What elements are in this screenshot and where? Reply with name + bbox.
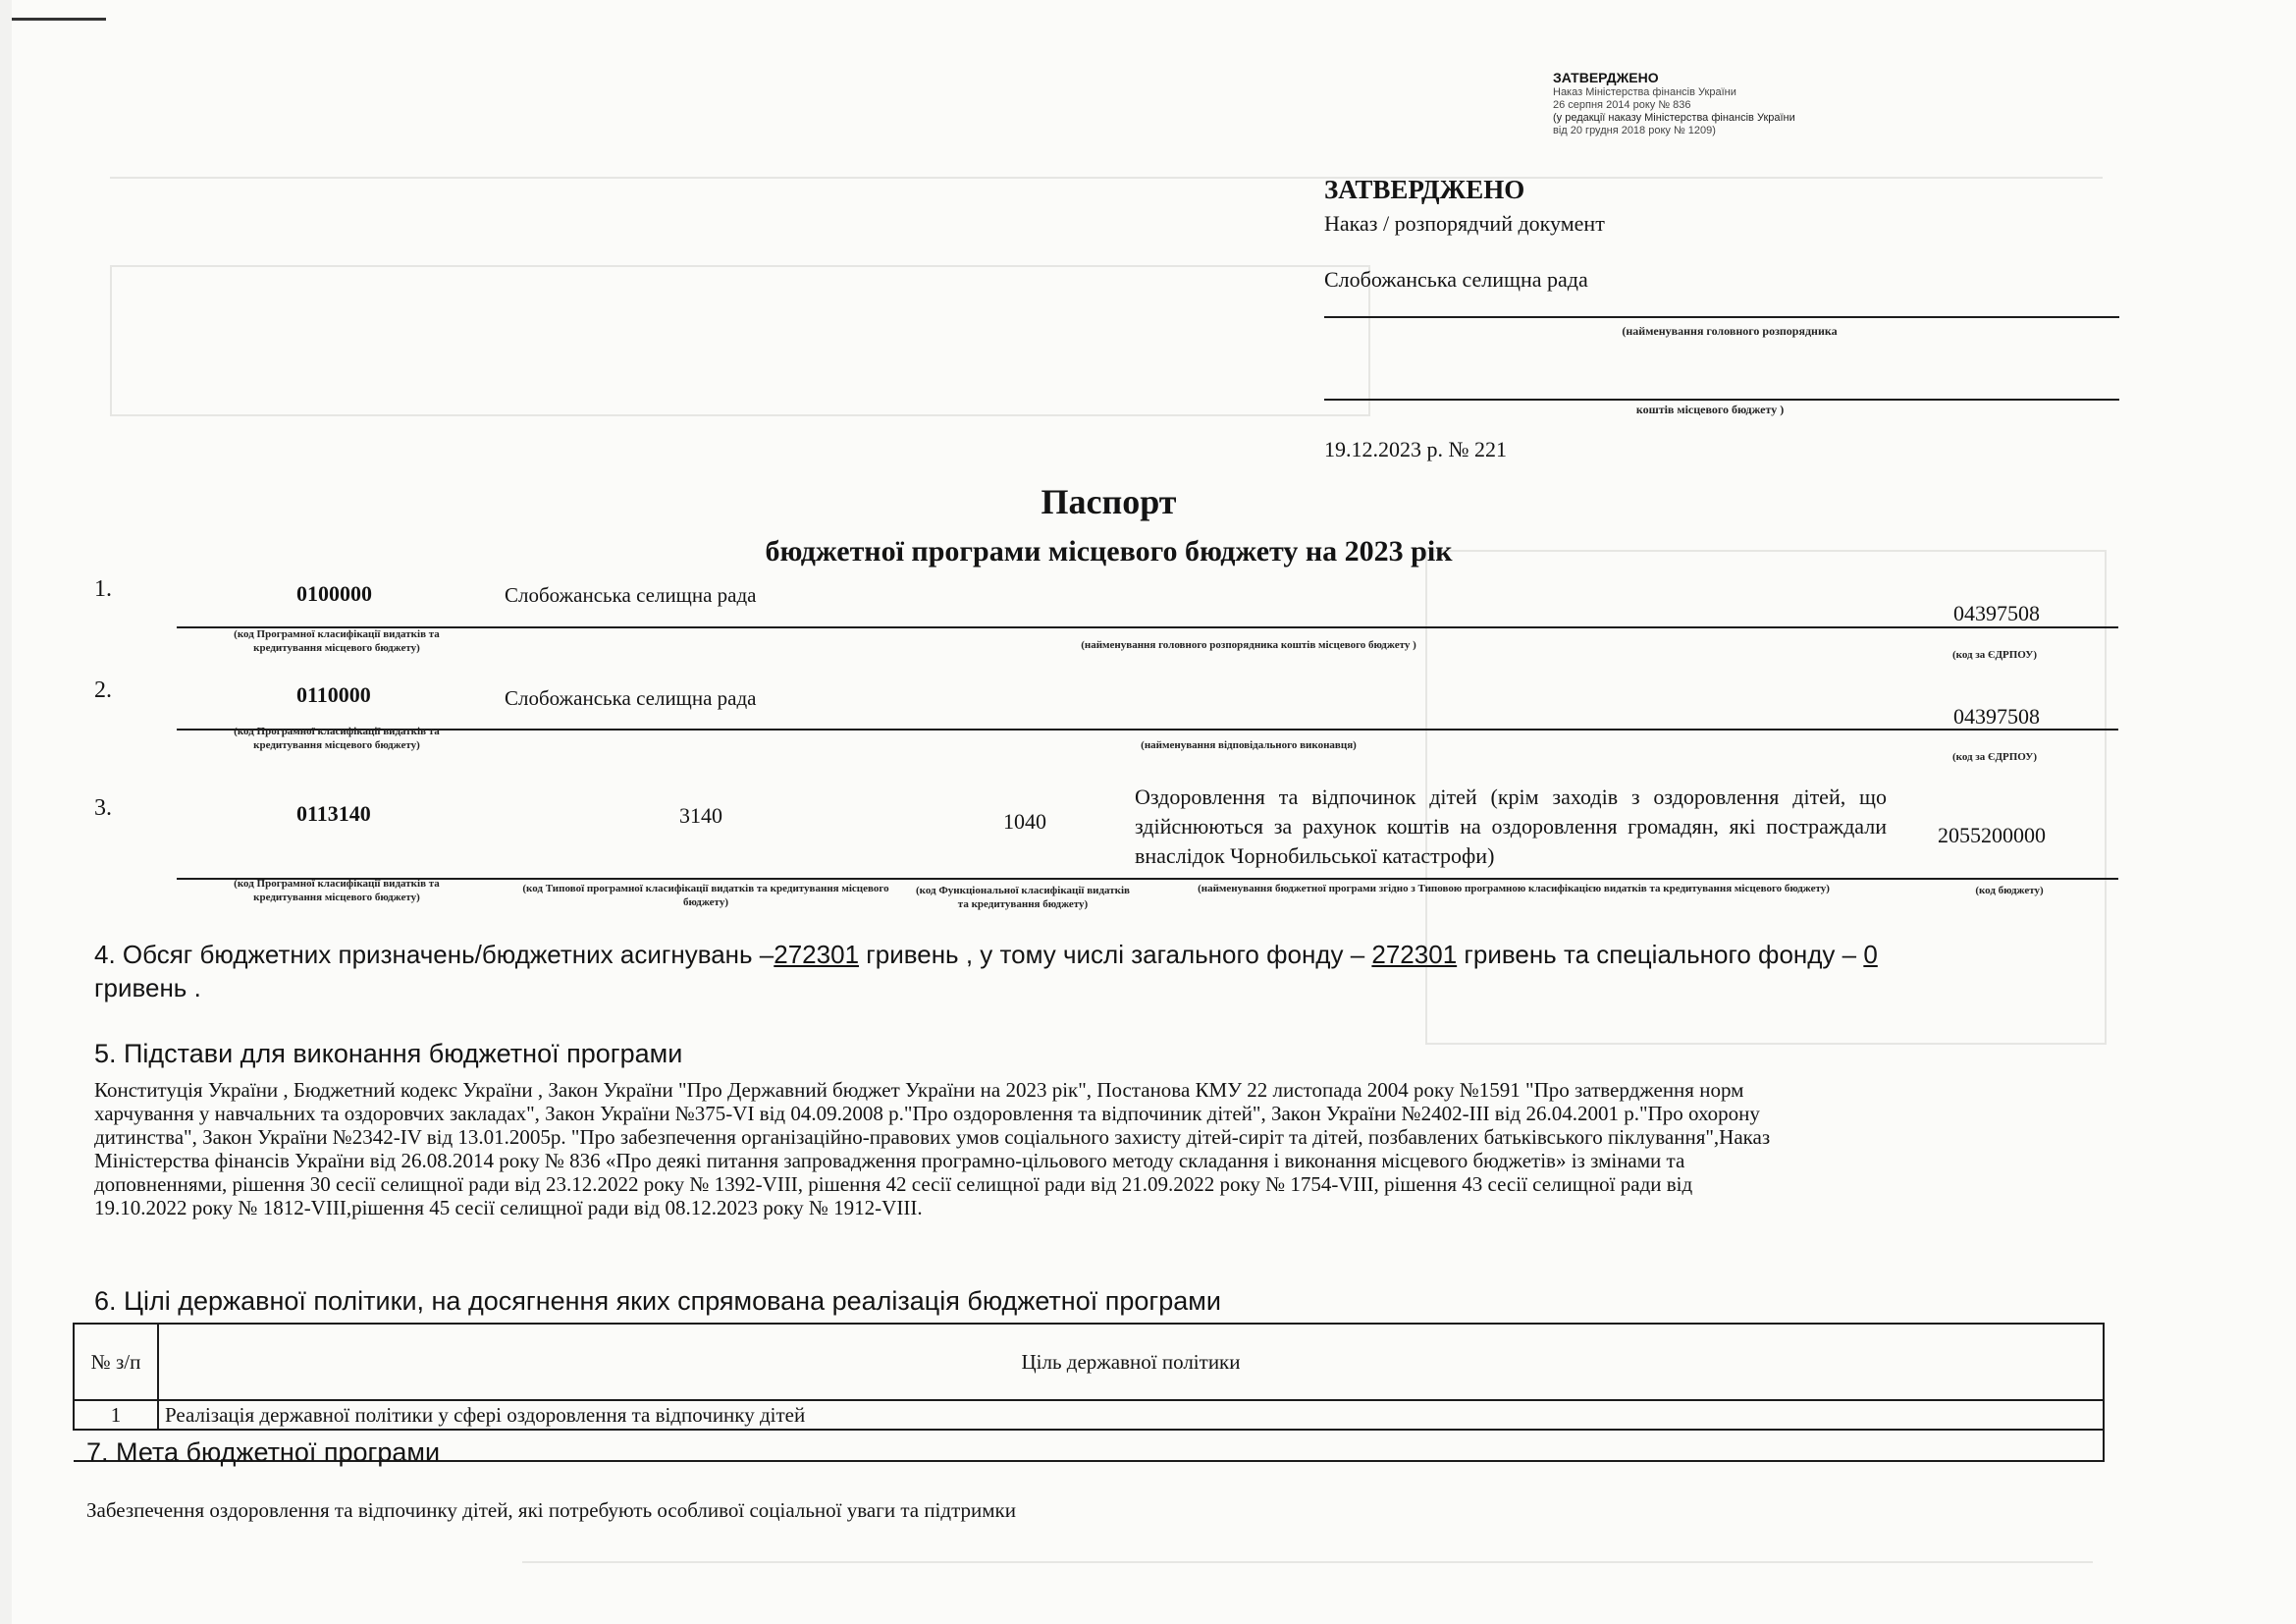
section2-caption-code: (код Програмної класифікації видатків та кредитування місцевого бюджету) [234,726,440,751]
section5-basis-text [94,1078,2156,1219]
approval-line [1324,316,2119,318]
section5-line: дитинства", Закон України №2342-IV від 13.01.2005р. "Про забезпечення організаційно-правових умов соціального захисту дітей-сиріт та дітей, позбавлених батьківського піклування",Наказ [94,1125,1771,1149]
table-row [74,1400,2104,1430]
section1-program-code: 0100000 [296,581,372,606]
section3-typical-code: 3140 [679,803,722,828]
approval-order: Наказ / розпорядчий документ [1324,211,1605,236]
approval-date-number: 19.12.2023 р. № 221 [1324,437,1507,461]
section1-caption-name: (найменування головного розпорядника коштів місцевого бюджету ) [1081,639,1416,651]
bleed-through-lines [110,265,1370,416]
document-page [12,0,2296,1624]
section3-program-code: 0113140 [296,801,371,826]
approval-caption: (найменування головного розпорядника [1622,324,1838,338]
approval-top-title: ЗАТВЕРДЖЕНО [1553,70,1659,85]
section3-caption-budget: (код бюджету) [1975,885,2044,896]
section4-prefix: 4. Обсяг бюджетних призначень/бюджетних асигнувань – [94,940,774,969]
section2-program-code: 0110000 [296,682,371,707]
section1-authority-name: Слобожанська селищна рада [505,583,757,607]
section5-heading: 5. Підстави для виконання бюджетної програми [94,1039,683,1068]
section2-executor-name: Слобожанська селищна рада [505,686,757,710]
section3-budget-code: 2055200000 [1938,823,2046,847]
section5-line: Міністерства фінансів України від 26.08.2014 року № 836 «Про деякі питання запровадження програмно-цільового методу складання і виконання місцевого бюджетів» із змінами та [94,1149,1685,1172]
section4-suffix: гривень . [94,973,201,1002]
approval-title: ЗАТВЕРДЖЕНО [1324,175,1525,204]
section3-caption-typical: (код Типової програмної класифікації видатків та кредитування місцевого бюджету) [522,883,889,908]
section3-functional-code: 1040 [1003,809,1046,834]
section3-number: 3. [94,795,112,821]
section1-number: 1. [94,576,112,602]
section5-line: Конституція України , Бюджетний кодекс України , Закон України "Про Державний бюджет України на 2023 рік", Постанова КМУ 22 листопада 2004 року №1591 "Про затвердження норм [94,1078,1744,1102]
section3-program-name: Оздоровлення та відпочинок дітей (крім заходів з оздоровлення дітей, що здійснюються за рахунок коштів на оздоровлення громадян, які постраждали внаслідок Чорнобильської катастрофи) [1135,785,1887,868]
section5-line: 19.10.2022 року № 1812-VIII,рішення 45 сесії селищної ради від 08.12.2023 року № 1912-VIII. [94,1196,923,1219]
section2-caption-edrpou: (код за ЄДРПОУ) [1951,751,2037,763]
section2-number: 2. [94,677,112,703]
section4-mid: гривень , у тому числі загального фонду – [859,940,1372,969]
section3-caption-code: (код Програмної класифікації видатків та кредитування місцевого бюджету) [234,878,440,903]
approval-top-line: Наказ Міністерства фінансів України [1553,86,1736,98]
approval-header-small [1553,69,1965,137]
section3-caption-functional: (код Функціональної класифікації видатків та кредитування бюджету) [915,885,1130,910]
approval-caption: коштів місцевого бюджету ) [1635,403,1785,416]
goals-row-num: 1 [74,1400,158,1430]
approval-authority: Слобожанська селищна рада [1324,267,1588,292]
section3-caption-name: (найменування бюджетної програми згідно з Типовою програмною класифікацією видатків та кредитування місцевого бюджету) [1198,883,1830,894]
scan-mark [12,18,106,21]
goals-table-header [74,1324,2104,1400]
approval-top-line: (у редакції наказу Міністерства фінансів України [1553,112,1795,124]
section5-line: харчування у навчальних та оздоровчих закладах", Закон України №375-VI від 04.09.2008 р."Про оздоровлення та відпочиник дітей", Закон України №2402-ІІІ від 26.04.2001 р."Про охорону [94,1102,1760,1125]
section4-mid2: гривень та спеціального фонду – [1457,940,1864,969]
section7-goal-text: Забезпечення оздоровлення та відпочинку дітей, які потребують особливої соціальної уваги та підтримки [86,1498,1016,1522]
approval-top-line: від 20 грудня 2018 року № 1209) [1553,125,1716,136]
goals-col-goal: Ціль державної політики [158,1324,2104,1400]
goals-col-num: № з/п [74,1324,158,1400]
section1-edrpou: 04397508 [1953,601,2040,625]
approval-line [1324,399,2119,401]
section2-caption-name: (найменування відповідального виконавця) [1141,739,1357,751]
section7-heading: 7. Мета бюджетної програми [86,1437,441,1467]
section6-heading: 6. Цілі державної політики, на досягнення яких спрямована реалізація бюджетної програми [94,1286,1221,1316]
section1-caption-code: (код Програмної класифікації видатків та кредитування місцевого бюджету) [234,628,440,654]
section1-caption-edrpou: (код за ЄДРПОУ) [1951,649,2037,661]
bleed-through-signatures [522,1561,2093,1565]
goals-row-goal: Реалізація державної політики у сфері оздоровлення та відпочинку дітей [158,1400,2104,1430]
section4-general-fund: 272301 [1371,940,1458,969]
page-subtitle: бюджетної програми місцевого бюджету на 2023 рік [765,535,1453,568]
section5-line: доповненнями, рішення 30 сесії селищної ради від 23.12.2022 року № 1392-VIII, рішення 42 сесії селищної ради від 21.09.2022 року № 1754-VIII, рішення 43 сесії селищної ради від [94,1172,1693,1196]
approval-top-line: 26 серпня 2014 року № 836 [1553,99,1691,111]
page-title: Паспорт [1041,482,1177,521]
section2-edrpou: 04397508 [1953,704,2040,729]
section4-total: 272301 [774,940,860,969]
section4-special-fund: 0 [1863,940,1878,969]
section4-allocations [94,938,2116,1004]
